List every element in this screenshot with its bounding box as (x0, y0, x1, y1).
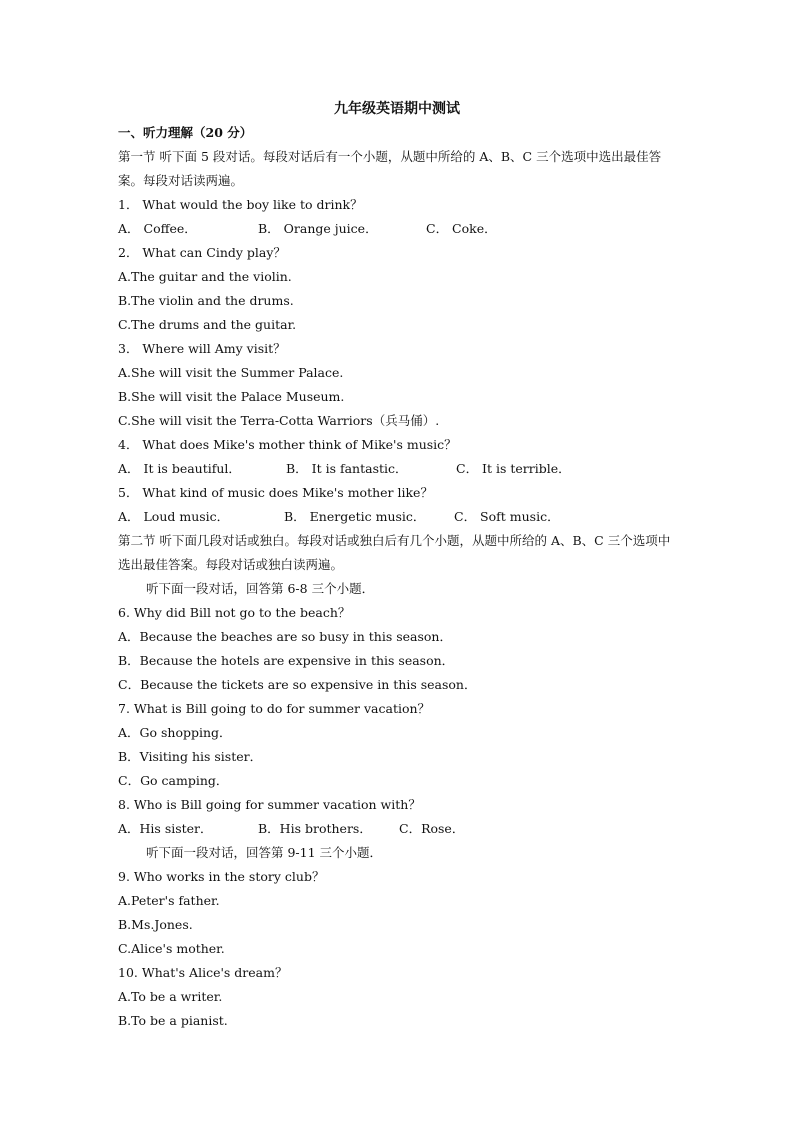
option-c: C．Go camping． (118, 773, 229, 788)
question-3-stem: 3． Where will Amy visit？ (118, 341, 286, 356)
listen-instruction-9-11: 听下面一段对话，回答第 9-11 三个小题． (146, 845, 383, 860)
option-a: A.To be a writer. (118, 989, 223, 1004)
option-a: A． It is beautiful． (118, 461, 241, 476)
option-b: B.She will visit the Palace Museum. (118, 389, 345, 404)
question-4-options (118, 457, 678, 481)
question-5-options (118, 505, 678, 529)
question-5-stem: 5． What kind of music does Mike's mother like？ (118, 485, 433, 500)
option-a: A． Coffee． (118, 221, 197, 236)
question-8-options (118, 817, 678, 841)
option-c: C.Alice's mother. (118, 941, 225, 956)
question-8-stem: 8. Who is Bill going for summer vacation with？ (118, 797, 421, 812)
exam-content (118, 121, 678, 1033)
option-a: A.Peter's father. (118, 893, 220, 908)
question-1-options (118, 217, 678, 241)
option-c: C.She will visit the Terra-Cotta Warriors（兵马俑）. (118, 413, 440, 428)
option-a: A． Loud music． (118, 509, 230, 524)
part1-instruction: 第一节 听下面 5 段对话。每段对话后有一个小题，从题中所给的 A、B、C 三个选项中选出最佳答案。每段对话读两遍。 (118, 149, 662, 188)
option-c: C． It is terrible． (456, 461, 571, 476)
question-6-stem: 6. Why did Bill not go to the beach？ (118, 605, 351, 620)
option-c: C.The drums and the guitar. (118, 317, 297, 332)
option-b: B． Orange juice． (258, 221, 378, 236)
section-heading: 一、听力理解（20 分） (118, 125, 253, 140)
option-a: A．His sister． (118, 821, 213, 836)
option-b: B.The violin and the drums. (118, 293, 294, 308)
option-b: B.To be a pianist. (118, 1013, 228, 1028)
page-title: 九年级英语期中测试 (334, 101, 460, 117)
option-a: A.The guitar and the violin. (118, 269, 292, 284)
option-b: B．Because the hotels are expensive in this season． (118, 653, 455, 668)
part2-instruction: 第二节 听下面几段对话或独白。每段对话或独白后有几个小题，从题中所给的 A、B、C 三个选项中选出最佳答案。每段对话或独白读两遍。 (118, 533, 671, 572)
question-2-stem: 2． What can Cindy play？ (118, 245, 286, 260)
question-10-stem: 10. What's Alice's dream？ (118, 965, 288, 980)
option-b: B． Energetic music． (284, 509, 426, 524)
question-7-stem: 7. What is Bill going to do for summer vacation？ (118, 701, 431, 716)
option-a: A．Go shopping． (118, 725, 232, 740)
option-a: A.She will visit the Summer Palace. (118, 365, 344, 380)
question-1-stem: 1． What would the boy like to drink？ (118, 197, 363, 212)
question-4-stem: 4． What does Mike's mother think of Mike's music？ (118, 437, 457, 452)
option-b: B.Ms.Jones. (118, 917, 193, 932)
listen-instruction-6-8: 听下面一段对话，回答第 6-8 三个小题． (146, 581, 375, 596)
option-b: B．His brothers． (258, 821, 372, 836)
option-b: B． It is fantastic． (286, 461, 408, 476)
option-b: B．Visiting his sister． (118, 749, 263, 764)
option-c: C． Soft music． (454, 509, 560, 524)
option-c: C． Coke． (426, 221, 497, 236)
question-9-stem: 9. Who works in the story club？ (118, 869, 325, 884)
option-c: C．Rose． (399, 821, 465, 836)
option-c: C．Because the tickets are so expensive in this season． (118, 677, 477, 692)
option-a: A．Because the beaches are so busy in this season． (118, 629, 452, 644)
